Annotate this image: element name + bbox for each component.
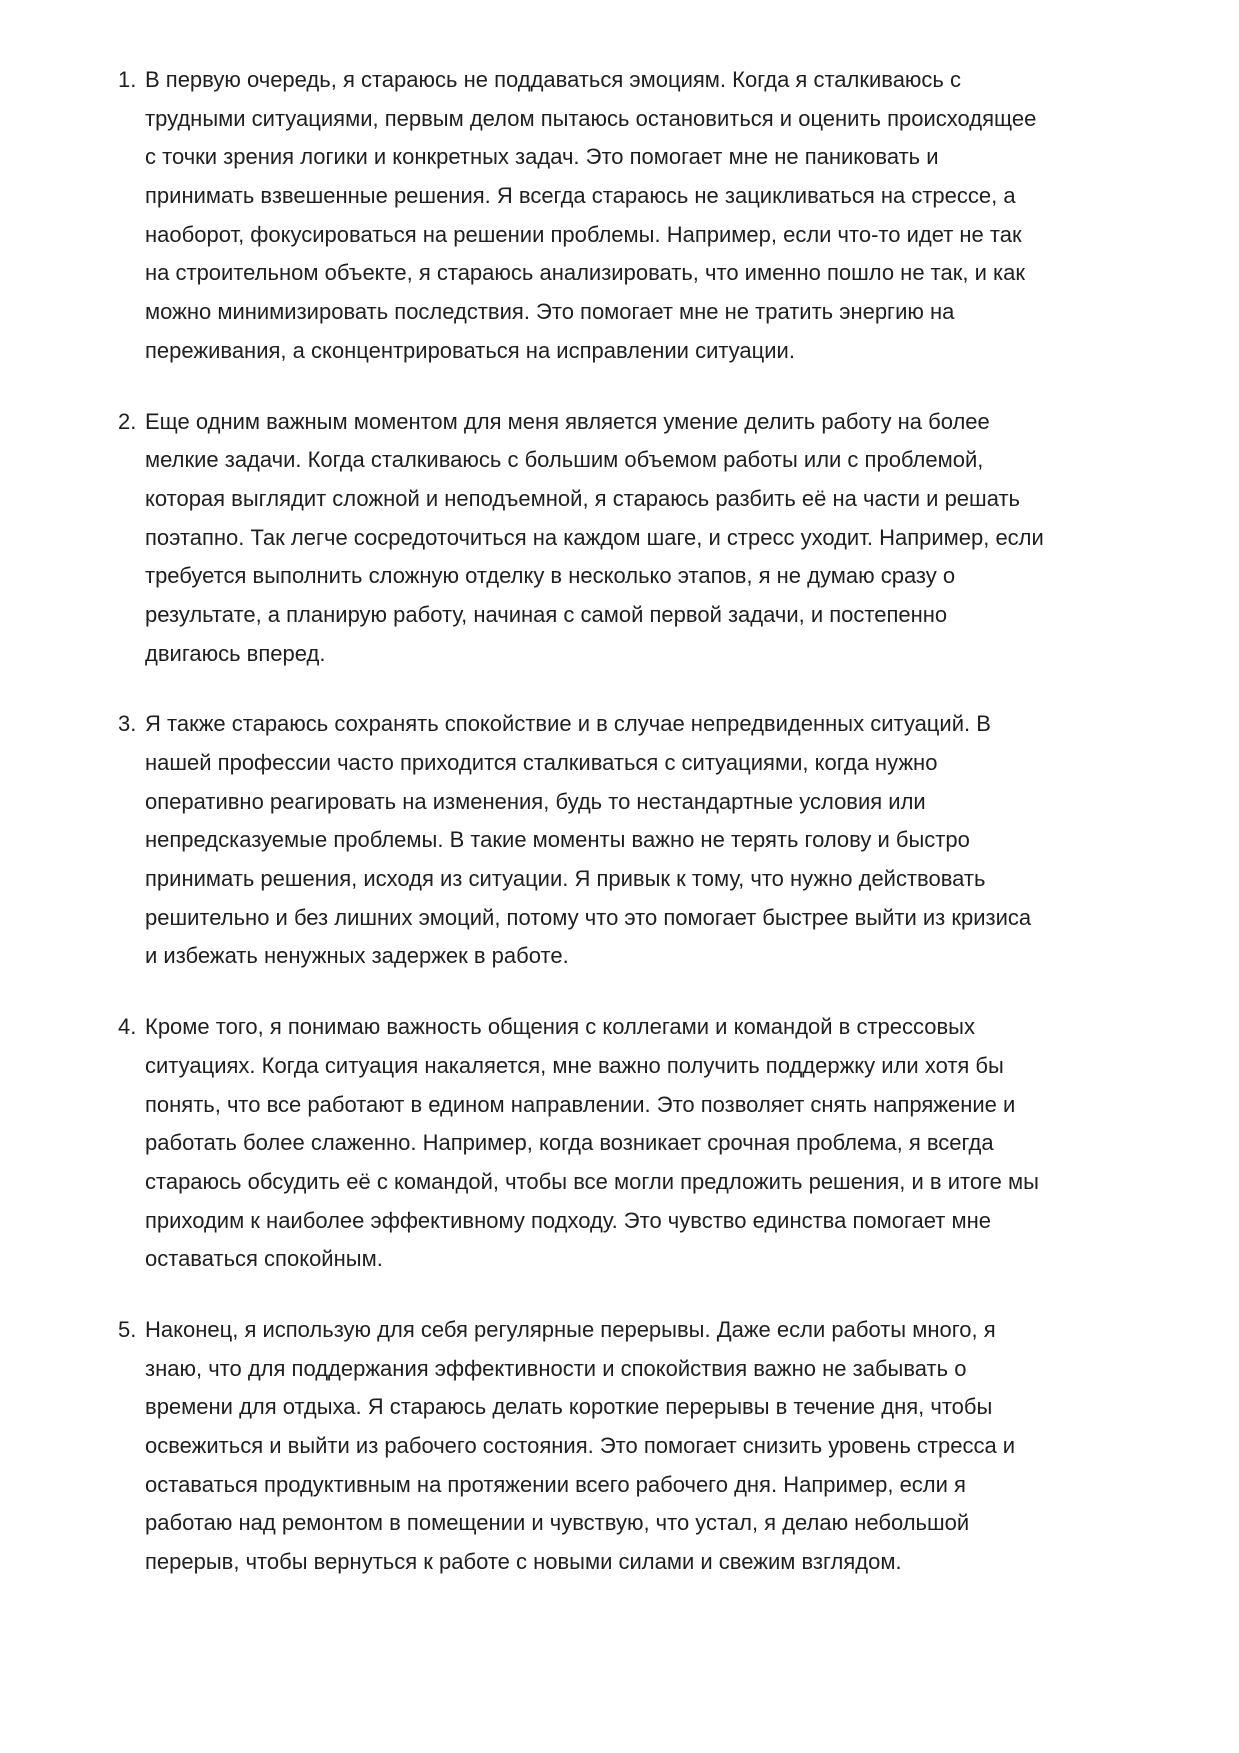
paragraph-line: принимать взвешенные решения. Я всегда стараюсь не зацикливаться на стрессе, а (145, 183, 1016, 209)
paragraph-line: оставаться продуктивным на протяжении всего рабочего дня. Например, если я (145, 1471, 966, 1497)
paragraph-line: знаю, что для поддержания эффективности и спокойствия важно не забывать о (145, 1355, 967, 1381)
paragraph-line: двигаюсь вперед. (145, 640, 326, 666)
paragraph-line: Я также стараюсь сохранять спокойствие и в случае непредвиденных ситуаций. В (145, 711, 991, 737)
paragraph-line: требуется выполнить сложную отделку в несколько этапов, я не думаю сразу о (145, 563, 956, 589)
paragraph-line: результате, а планирую работу, начиная с самой первой задачи, и постепенно (145, 601, 948, 627)
list-item-number: 2. (118, 408, 137, 434)
paragraph-line: принимать решения, исходя из ситуации. Я привык к тому, что нужно действовать (145, 866, 986, 892)
list-item (118, 1311, 1198, 1582)
paragraph-line: можно минимизировать последствия. Это помогает мне не тратить энергию на (145, 299, 955, 325)
paragraph-line: нашей профессии часто приходится сталкиваться с ситуациями, когда нужно (145, 750, 938, 775)
paragraph-line: переживания, а сконцентрироваться на исправлении ситуации. (145, 337, 795, 363)
paragraph-line: понять, что все работают в едином направлении. Это позволяет снять напряжение и (145, 1091, 1016, 1117)
list-item-number: 1. (118, 67, 137, 92)
list-item (118, 403, 1198, 674)
list-item-number: 5. (118, 1316, 137, 1342)
list-item-number: 3. (118, 711, 137, 737)
paragraph-line: мелкие задачи. Когда сталкиваюсь с большим объемом работы или с проблемой, (145, 447, 984, 473)
numbered-list (118, 61, 1198, 1614)
paragraph-line: Кроме того, я понимаю важность общения с коллегами и командой в стрессовых (145, 1014, 975, 1040)
paragraph-line: трудными ситуациями, первым делом пытаюсь остановиться и оценить происходящее (145, 105, 1037, 131)
list-item (118, 61, 1198, 371)
paragraph-line: работаю над ремонтом в помещении и чувствую, что устал, я делаю небольшой (145, 1510, 970, 1536)
paragraph-line: В первую очередь, я стараюсь не поддаваться эмоциям. Когда я сталкиваюсь с (145, 67, 962, 92)
paragraph-line: решительно и без лишних эмоций, потому что это помогает быстрее выйти из кризиса (145, 904, 1032, 930)
paragraph-line: непредсказуемые проблемы. В такие моменты важно не терять голову и быстро (145, 827, 970, 853)
paragraph-line: Еще одним важным моментом для меня является умение делить работу на более (145, 408, 990, 434)
list-item (118, 705, 1198, 976)
paragraph-line: ситуациях. Когда ситуация накаляется, мне важно получить поддержку или хотя бы (145, 1052, 1004, 1078)
paragraph-line: на строительном объекте, я стараюсь анализировать, что именно пошло не так, и как (145, 260, 1025, 286)
paragraph-line: с точки зрения логики и конкретных задач. Это помогает мне не паниковать и (145, 144, 939, 170)
paragraph-line: и избежать ненужных задержек в работе. (145, 943, 569, 969)
list-item-number: 4. (118, 1014, 137, 1040)
paragraph-line: освежиться и выйти из рабочего состояния. Это помогает снизить уровень стресса и (145, 1433, 1016, 1458)
paragraph-line: наоборот, фокусироваться на решении проблемы. Например, если что-то идет не так (145, 221, 1022, 247)
paragraph-line: оставаться спокойным. (145, 1246, 383, 1272)
paragraph-line: Наконец, я использую для себя регулярные перерывы. Даже если работы много, я (145, 1316, 996, 1342)
paragraph-line: стараюсь обсудить её с командой, чтобы все могли предложить решения, и в итоге мы (145, 1168, 1039, 1194)
list-item (118, 1008, 1198, 1279)
paragraph-line: которая выглядит сложной и неподъемной, я стараюсь разбить её на части и решать (145, 485, 1020, 511)
paragraph-line: оперативно реагировать на изменения, будь то нестандартные условия или (145, 788, 926, 814)
paragraph-line: работать более слаженно. Например, когда возникает срочная проблема, я всегда (145, 1130, 994, 1156)
paragraph-line: приходим к наиболее эффективному подходу. Это чувство единства помогает мне (145, 1207, 991, 1233)
paragraph-line: перерыв, чтобы вернуться к работе с новыми силами и свежим взглядом. (145, 1549, 902, 1575)
paragraph-line: времени для отдыха. Я стараюсь делать короткие перерывы в течение дня, чтобы (145, 1394, 993, 1420)
paragraph-line: поэтапно. Так легче сосредоточиться на каждом шаге, и стресс уходит. Например, если (145, 524, 1044, 550)
